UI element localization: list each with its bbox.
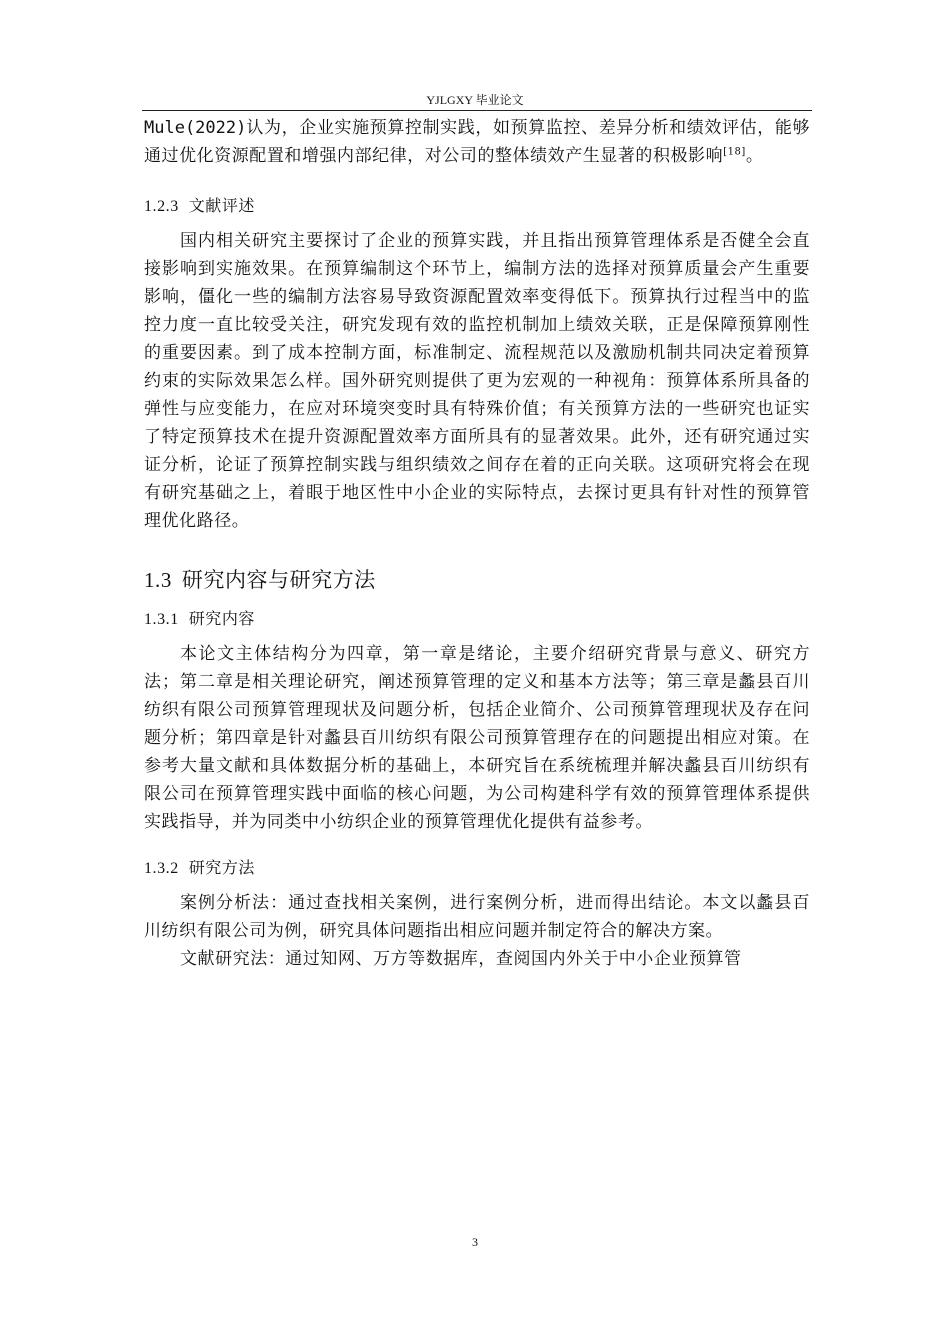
section-number: 1.3 [144, 568, 172, 592]
spacer [144, 836, 810, 856]
section-heading-1-2-3 [144, 194, 810, 219]
section-title: 文献评述 [188, 196, 255, 215]
header-rule [142, 110, 812, 111]
page-content [144, 114, 810, 973]
section-heading-1-3 [144, 565, 810, 595]
opening-body: 认为，企业实施预算控制实践，如预算监控、差异分析和绩效评估，能够通过优化资源配置和增强内部纪律，对公司的整体绩效产生显著的积极影响 [144, 118, 810, 166]
section-heading-1-3-1 [144, 607, 810, 632]
case-analysis-paragraph: 案例分析法：通过查找相关案例，进行案例分析，进而得出结论。本文以蠡县百川纺织有限公司为例，研究具体问题指出相应问题并制定符合的解决方案。 [144, 893, 810, 941]
spacer [144, 219, 810, 227]
literature-method-paragraph: 文献研究法：通过知网、万方等数据库，查阅国内外关于中小企业预算管 [180, 949, 742, 969]
spacer [144, 595, 810, 607]
section-title: 研究内容 [188, 609, 255, 628]
spacer [144, 632, 810, 640]
spacer [144, 170, 810, 194]
research-content-paragraph: 本论文主体结构分为四章，第一章是绪论，主要介绍研究背景与意义、研究方法；第二章是相关理论研究，阐述预算管理的定义和基本方法等；第三章是蠡县百川纺织有限公司预算管理现状及问题分析，包括企业简介、公司预算管理现状及存在问题分析；第四章是针对蠡县百川纺织有限公司预算管理存在的问题提出相应对策。在参考大量文献和具体数据分析的基础上，本研究旨在系统梳理并解决蠡县百川纺织有限公司在预算管理实践中面临的核心问题，为公司构建科学有效的预算管理体系提供实践指导，并为同类中小纺织企业的预算管理优化提供有益参考。 [144, 644, 810, 832]
section-number: 1.3.1 [144, 611, 179, 628]
opening-paragraph [144, 114, 810, 170]
spacer [144, 535, 810, 565]
author-year: Mule(2022) [144, 118, 247, 138]
literature-review-paragraph: 国内相关研究主要探讨了企业的预算实践，并且指出预算管理体系是否健全会直接影响到实施效果。在预算编制这个环节上，编制方法的选择对预算质量会产生重要影响，僵化一些的编制方法容易导致资源配置效率变得低下。预算执行过程当中的监控力度一直比较受关注，研究发现有效的监控机制加上绩效关联，正是保障预算刚性的重要因素。到了成本控制方面，标准制定、流程规范以及激励机制共同决定着预算约束的实际效果怎么样。国外研究则提供了更为宏观的一种视角：预算体系所具备的弹性与应变能力，在应对环境突变时具有特殊价值；有关预算方法的一些研究也证实了特定预算技术在提升资源配置效率方面所具有的显著效果。此外，还有研究通过实证分析，论证了预算控制实践与组织绩效之间存在着的正向关联。这项研究将会在现有研究基础之上，着眼于地区性中小企业的实际特点，去探讨更具有针对性的预算管理优化路径。 [144, 231, 810, 531]
page-header: YJLGXY 毕业论文 [426, 93, 524, 107]
section-heading-1-3-2 [144, 856, 810, 881]
section-title: 研究内容与研究方法 [181, 568, 376, 592]
section-number: 1.2.3 [144, 198, 179, 215]
section-title: 研究方法 [188, 858, 255, 877]
page-number: 3 [472, 1235, 478, 1249]
opening-suffix: 。 [745, 146, 764, 166]
citation-marker: [18] [723, 146, 746, 158]
spacer [144, 881, 810, 889]
section-number: 1.3.2 [144, 860, 179, 877]
